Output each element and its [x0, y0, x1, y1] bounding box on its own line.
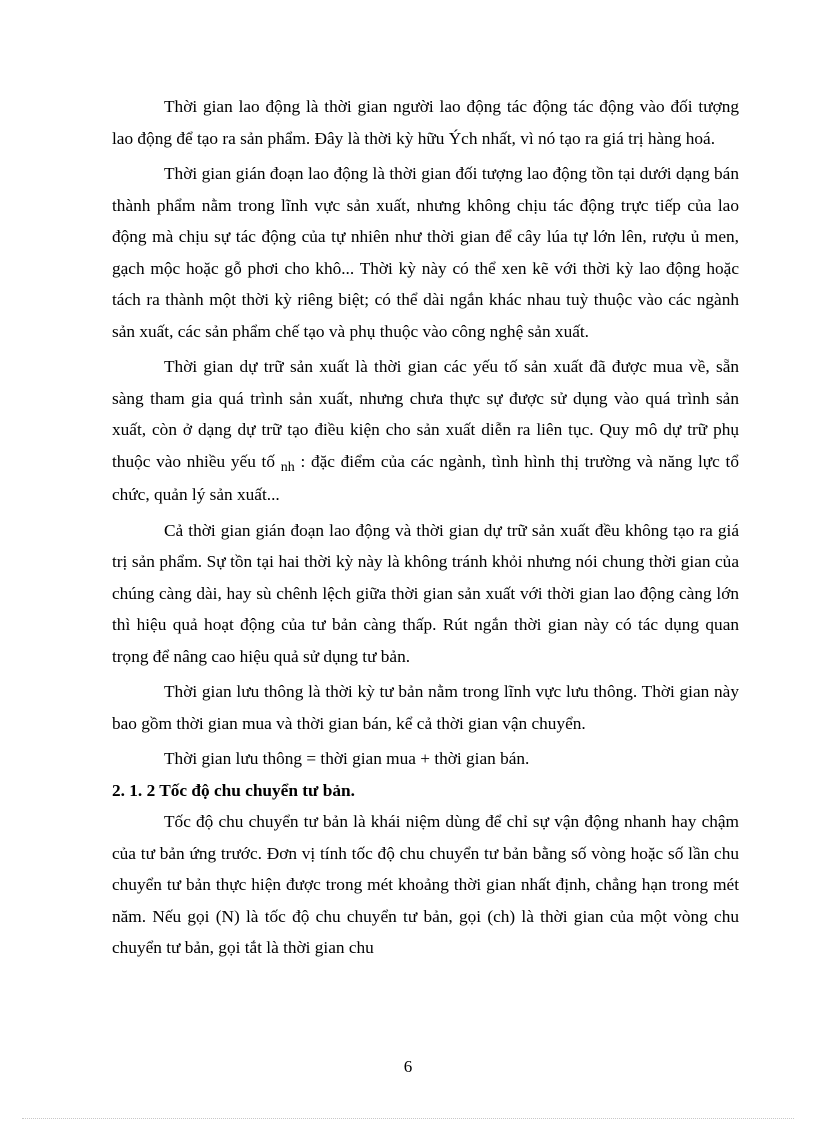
footer-divider: [22, 1118, 794, 1119]
page-number: 6: [403, 1057, 413, 1076]
paragraph-non-value-time: Cả thời gian gián đoạn lao động và thời gian dự trữ sản xuất đều không tạo ra giá trị sản phẩm. Sự tồn tại hai thời kỳ này là không tránh khỏi nhưng nói chung thời gian của chúng càng dài, hay sù chênh lệch giữa thời gian sản xuất với thời gian lao động càng lớn thì hiệu quả hoạt động của tư bản càng thấp. Rút ngắn thời gian này có tác dụng quan trọng để nâng cao hiệu quả sử dụng tư bản.: [112, 520, 739, 666]
document-body: [112, 91, 739, 964]
paragraph-interruption-time: Thời gian gián đoạn lao động là thời gian đối tượng lao động tồn tại dưới dạng bán thành phẩm nằm trong lĩnh vực sản xuất, nhưng không chịu tác động trực tiếp của lao động mà chịu sự tác động của tự nhiên như thời gian để cây lúa tự lớn lên, rượu ủ men, gạch mộc hoặc gỗ phơi cho khô... Thời kỳ này có thể xen kẽ với thời kỳ lao động hoặc tách ra thành một thời kỳ riêng biệt; có thể dài ngắn khác nhau tuỳ thuộc vào các ngành sản xuất, các sản phẩm chế tạo và phụ thuộc vào công nghệ sản xuất.: [112, 164, 739, 341]
subscript-note: nh: [280, 459, 295, 475]
section-heading: 2. 1. 2 Tốc độ chu chuyển tư bản.: [112, 780, 355, 800]
reserve-time-text-end: : đặc điểm của các ngành, tình hình thị trường và năng lực tổ chức, quản lý sản xuất...: [112, 451, 739, 504]
paragraph-turnover-speed: Tốc độ chu chuyển tư bản là khái niệm dùng để chỉ sự vận động nhanh hay chậm của tư bản ứng trước. Đơn vị tính tốc độ chu chuyển tư bản bằng số vòng hoặc số lần chu chuyển tư bản thực hiện được trong mét khoảng thời gian nhất định, chẳng hạn trong mét năm. Nếu gọi (N) là tốc độ chu chuyển tư bản, gọi (ch) là thời gian của một vòng chu chuyển tư bản, gọi tắt là thời gian chu: [112, 812, 739, 957]
reserve-time-text: Thời gian dự trữ sản xuất là thời gian các yếu tố sản xuất đã được mua về, sẵn sàng tham gia quá trình sản xuất, nhưng chưa thực sự được sử dụng vào quá trình sản xuất, còn ở dạng dự trữ tạo điều kiện cho sản xuất diễn ra liên tục. Quy mô dự trữ phụ thuộc vào nhiều yếu tố: [112, 357, 739, 471]
paragraph-reserve-time: [112, 351, 739, 511]
paragraph-labor-time: Thời gian lao động là thời gian người lao động tác động tác động vào đối tượng lao động để tạo ra sản phẩm. Đây là thời kỳ hữu Ých nhất, vì nó tạo ra giá trị hàng hoá.: [112, 97, 739, 148]
circulation-time-formula: Thời gian lưu thông = thời gian mua + thời gian bán.: [164, 749, 530, 768]
paragraph-circulation-time: Thời gian lưu thông là thời kỳ tư bản nằm trong lĩnh vực lưu thông. Thời gian này bao gồm thời gian mua và thời gian bán, kể cả thời gian vận chuyển.: [112, 682, 739, 733]
